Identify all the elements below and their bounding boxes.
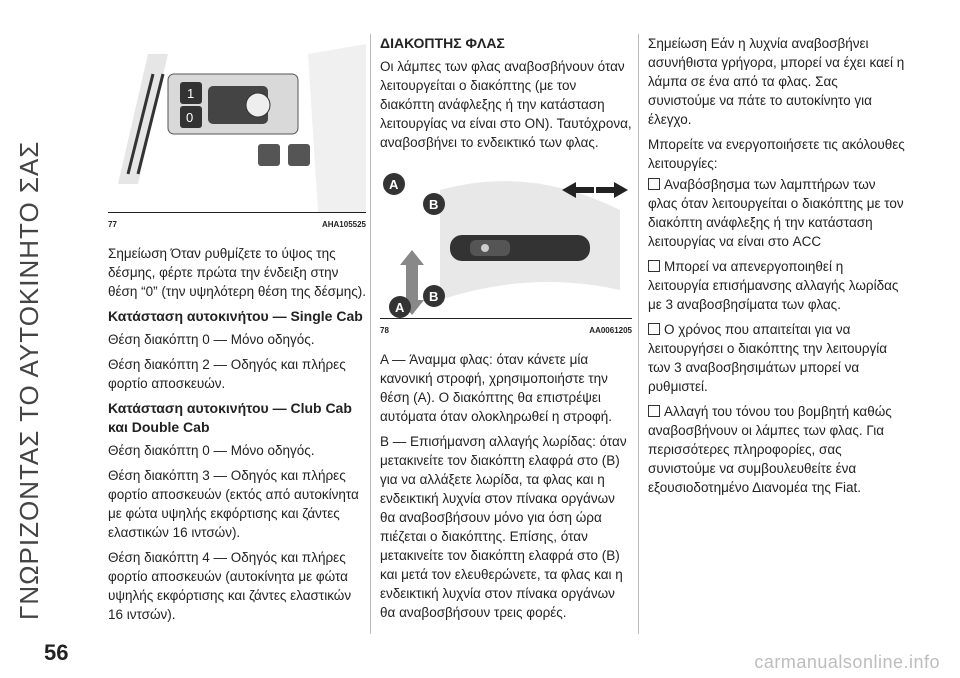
figure-2-caption xyxy=(380,318,632,340)
checkbox-icon xyxy=(648,323,660,335)
note-beam-height: Σημείωση Όταν ρυθμίζετε το ύψος της δέσμης, φέρτε πρώτα την ένδειξη στην θέση “0” (την υψηλότερη θέση της δέσμης). xyxy=(108,246,366,299)
watermark: carmanualsonline.info xyxy=(754,652,940,672)
side-section-title xyxy=(8,20,48,620)
label-a-top: A xyxy=(389,177,399,192)
checkbox-icon xyxy=(648,405,660,417)
column-divider-1 xyxy=(370,34,371,634)
checkbox-icon xyxy=(648,260,660,272)
label-b-bottom: B xyxy=(429,289,439,304)
figure-1-code: AHA105525 xyxy=(321,220,366,229)
svg-text:0: 0 xyxy=(186,110,194,125)
column-1 xyxy=(108,34,366,630)
functions-intro: Μπορείτε να ενεργοποιήσετε τις ακόλουθες λειτουργίες: xyxy=(648,137,905,171)
figure-1-caption xyxy=(108,212,366,234)
turn-signal-intro: Οι λάμπες των φλας αναβοσβήνουν όταν λειτουργείται ο διακόπτης (με τον διακόπτη ανάφλεξης ή την κατάσταση λειτουργίας να είναι στο ON). Ταυτόχρονα, αναβοσβήνει το ενδεικτικό των φλας. xyxy=(380,59,632,150)
figure-1-number: 77 xyxy=(108,220,117,229)
heading-turn-signal-switch: ΔΙΑΚΟΠΤΗΣ ΦΛΑΣ xyxy=(380,35,505,51)
function-item-2: Μπορεί να απενεργοποιηθεί η λειτουργία επισήμανσης αλλαγής λωρίδας με 3 αναβοσβησίματα των φλας. xyxy=(648,259,899,312)
svg-text:1: 1 xyxy=(187,86,195,101)
turn-signal-illustration xyxy=(380,170,632,318)
function-item-3: Ο χρόνος που απαιτείται για να λειτουργήσει ο διακόπτης την λειτουργία των 3 αναβοσβησιμάτων μπορεί να ρυθμιστεί. xyxy=(648,322,888,394)
column-2 xyxy=(380,34,632,628)
column-divider-2 xyxy=(638,34,639,634)
side-title-svg xyxy=(8,20,48,620)
checkbox-icon xyxy=(648,178,660,190)
label-b-top: B xyxy=(429,197,439,212)
column-3 xyxy=(648,34,906,503)
note-fast-blink: Σημείωση Εάν η λυχνία αναβοσβήνει ασυνήθιστα γρήγορα, μπορεί να έχει καεί η λάμπα σε ένα από τα φλας. Σας συνιστούμε να πάτε το αυτοκίνητο για έλεγχο. xyxy=(648,36,905,127)
heading-club-cab: Κατάσταση αυτοκινήτου — Club Cab και Double Cab xyxy=(108,400,352,435)
figure-2-code: AA0061205 xyxy=(589,326,632,335)
item-b-lane-change: B — Επισήμανση αλλαγής λωρίδας: όταν μετακινείτε τον διακόπτη ελαφρά στο (B) για να αλλάξετε λωρίδα, τα φλας και η ενδεικτική λυχνία στον πίνακα οργάνων θα αναβοσβήσουν μόνο για όση ώρα πιέζεται ο διακόπτης. Επίσης, όταν μετακινείτε τον διακόπτη ελαφρά στο (B) και μετά τον ελευθερώνετε, τα φλας και η ενδεικτική λυχνία στον πίνακα οργάνων θα αναβοσβήσουν τρεις φορές. xyxy=(380,434,627,620)
headlamp-leveling-illustration xyxy=(108,34,366,212)
figure-2-number: 78 xyxy=(380,326,389,335)
figure-headlamp-leveling xyxy=(108,34,366,212)
item-a-turn-signal: A — Άναμμα φλας: όταν κάνετε μία κανονική στροφή, χρησιμοποιήστε την θέση (A). Ο διακόπτης θα επιστρέψει αυτόματα όταν ολοκληρωθεί η στροφή. xyxy=(380,352,613,424)
side-title-text: ΓΝΩΡΙΖΟΝΤΑΣ ΤΟ ΑΥΤΟΚΙΝΗΤΟ ΣΑΣ xyxy=(14,140,44,620)
heading-single-cab: Κατάσταση αυτοκινήτου — Single Cab xyxy=(108,308,363,324)
page-number: 56 xyxy=(44,640,69,665)
function-item-1: Αναβόσβησμα των λαμπτήρων των φλας όταν λειτουργείται ο διακόπτης με τον διακόπτη ανάφλεξης ή την κατάσταση λειτουργίας να είναι στο ACC xyxy=(648,177,904,249)
club-cab-position-3: Θέση διακόπτη 3 — Οδηγός και πλήρες φορτίο αποσκευών (εκτός από αυτοκίνητα με φώτα υψηλής εκφόρτισης και ζάντες ελαστικών 16 ιντσών). xyxy=(108,468,359,540)
label-a-bottom: A xyxy=(395,300,405,315)
figure-turn-signal xyxy=(380,170,632,318)
club-cab-position-0: Θέση διακόπτη 0 — Μόνο οδηγός. xyxy=(108,443,315,458)
club-cab-position-4: Θέση διακόπτη 4 — Οδηγός και πλήρες φορτίο αποσκευών (αυτοκίνητα με φώτα υψηλής εκφόρτισης και ζάντες ελαστικών 16 ιντσών). xyxy=(108,550,352,622)
single-cab-position-2: Θέση διακόπτη 2 — Οδηγός και πλήρες φορτίο αποσκευών. xyxy=(108,357,346,391)
single-cab-position-0: Θέση διακόπτη 0 — Μόνο οδηγός. xyxy=(108,332,315,347)
function-item-4: Αλλαγή του τόνου του βομβητή καθώς αναβοσβήνουν οι λάμπες των φλας. Για περισσότερες πληροφορίες, σας συνιστούμε να συμβουλευθείτε ένα εξουσιοδοτημένο Διανομέα της Fiat. xyxy=(648,404,892,495)
